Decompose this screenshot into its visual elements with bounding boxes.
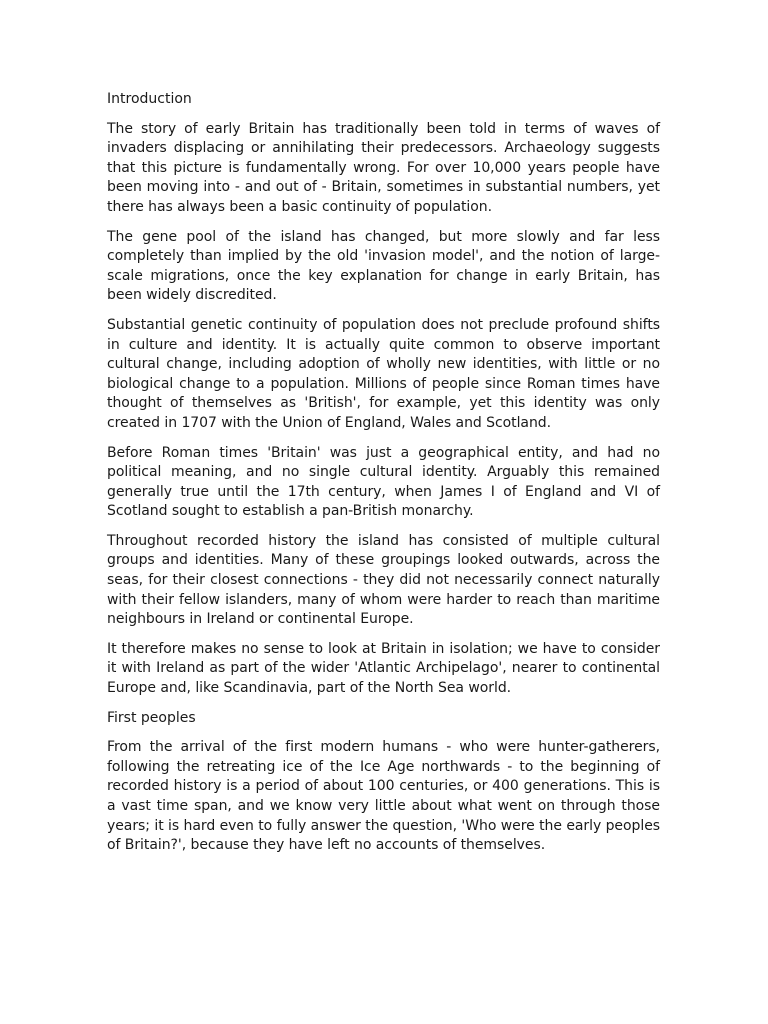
paragraph: Before Roman times 'Britain' was just a geographical entity, and had no political meaning, and no single cultural identity. Arguably this remained generally true until the 17th century, when James I of England and VI of Scotland sought to establish a pan-British monarchy. [107, 444, 660, 520]
paragraph: It therefore makes no sense to look at Britain in isolation; we have to consider it with Ireland as part of the wider 'Atlantic Archipelago', nearer to continental Europe and, like Scandinavia, part of the North Sea world. [107, 640, 660, 697]
paragraph: The story of early Britain has traditionally been told in terms of waves of invaders displacing or annihilating their predecessors. Archaeology suggests that this picture is fundamentally wrong. For over 10,000 years people have been moving into - and out of - Britain, sometimes in substantial numbers, yet there has always been a basic continuity of population. [107, 120, 660, 215]
document-page [107, 90, 660, 866]
paragraph: Throughout recorded history the island has consisted of multiple cultural groups and identities. Many of these groupings looked outwards, across the seas, for their closest connections - they did not necessarily connect naturally with their fellow islanders, many of whom were harder to reach than maritime neighbours in Ireland or continental Europe. [107, 532, 660, 628]
section-heading-first-peoples: First peoples [107, 709, 196, 726]
paragraph: Substantial genetic continuity of population does not preclude profound shifts in culture and identity. It is actually quite common to observe important cultural change, including adoption of wholly new identities, with little or no biological change to a population. Millions of people since Roman times have thought of themselves as 'British', for example, yet this identity was only created in 1707 with the Union of England, Wales and Scotland. [107, 316, 660, 431]
paragraph: From the arrival of the first modern humans - who were hunter-gatherers, following the retreating ice of the Ice Age northwards - to the beginning of recorded history is a period of about 100 centuries, or 400 generations. This is a vast time span, and we know very little about what went on through those years; it is hard even to fully answer the question, 'Who were the early peoples of Britain?', because they have left no accounts of themselves. [107, 739, 660, 854]
section-heading-introduction: Introduction [107, 91, 192, 107]
paragraph: The gene pool of the island has changed, but more slowly and far less completely than implied by the old 'invasion model', and the notion of large-scale migrations, once the key explanation for change in early Britain, has been widely discredited. [107, 228, 660, 304]
